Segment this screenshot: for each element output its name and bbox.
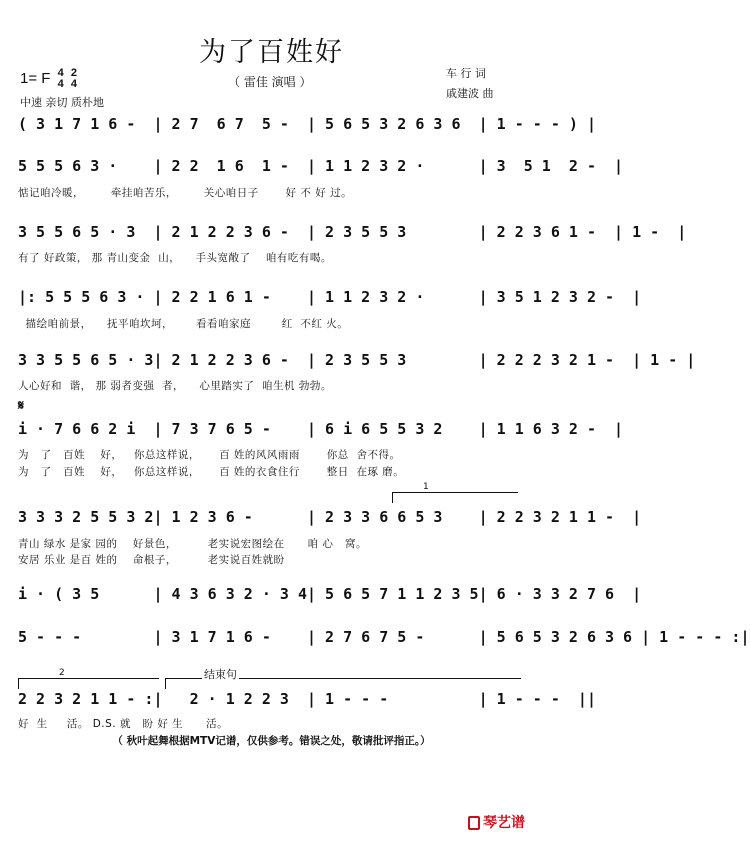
- logo-icon: [468, 816, 480, 830]
- volta-2-number: 2: [59, 668, 65, 678]
- song-title: 为了百姓好: [199, 37, 344, 68]
- key-and-time-signature: [20, 68, 77, 90]
- notation-row: 5 - - - | 3 1 7 1 6 - | 2 7 6 7 5 - | 5 6 5 3 2 6 3 6 | 1 - - - :|: [18, 628, 750, 646]
- ending-bracket: [165, 668, 521, 689]
- volta-2-bracket: [18, 668, 159, 689]
- ending-label: 结束句: [204, 668, 237, 681]
- lyricist-credit: 车 行 词: [446, 67, 486, 80]
- key-signature: 1= F: [20, 69, 51, 87]
- notation-row: 2 2 3 2 1 1 - :| 2 · 1 2 2 3 | 1 - - - | 1 - - - ||: [18, 690, 596, 708]
- lyric-line: 好 生 活。 D.S. 就 盼 好 生 活。: [18, 718, 229, 730]
- notation-row: 3 3 5 5 6 5 · 3| 2 1 2 2 3 6 - | 2 3 5 5 3 | 2 2 2 3 2 1 - | 1 - |: [18, 351, 696, 369]
- lyric-line: 人心好和 谐， 那 弱者变强 者， 心里踏实了 咱生机 勃勃。: [18, 380, 332, 392]
- tempo-marking: 中速 亲切 质朴地: [20, 96, 104, 109]
- composer-credit: 戚建波 曲: [446, 87, 494, 100]
- notation-row: i · 7 6 6 2 i | 7 3 7 6 5 - | 6 i 6 5 5 3 2 | 1 1 6 3 2 - |: [18, 420, 624, 438]
- lyric-line: 有了 好政策， 那 青山变金 山， 手头宽敞了 咱有吃有喝。: [18, 252, 332, 264]
- lyric-line: 青山 绿水 是家 园的 好景色， 老实说宏图绘在 咱 心 窝。: [18, 538, 367, 550]
- lyric-line: 为 了 百姓 好， 你总这样说， 百 姓的衣食住行 整日 在琢 磨。: [18, 466, 405, 478]
- notation-row: 5 5 5 6 3 · | 2 2 1 6 1 - | 1 1 2 3 2 · | 3 5 1 2 - |: [18, 157, 624, 175]
- volta-1-bracket: [392, 482, 518, 503]
- time-signature-b: 2 4: [70, 67, 78, 90]
- lyric-line: 描绘咱前景， 抚平咱坎坷， 看看咱家庭 红 不红 火。: [18, 318, 349, 330]
- notation-row: 3 5 5 6 5 · 3 | 2 1 2 2 3 6 - | 2 3 5 5 3 | 2 2 3 6 1 - | 1 - |: [18, 223, 687, 241]
- site-logo: 琴艺谱: [468, 812, 525, 832]
- lyric-line: 安居 乐业 是百 姓的 命根子， 老实说百姓就盼: [18, 554, 285, 566]
- notation-row: |: 5 5 5 6 3 · | 2 2 1 6 1 - | 1 1 2 3 2 · | 3 5 1 2 3 2 - |: [18, 288, 642, 306]
- credits: [446, 64, 494, 104]
- volta-1-number: 1: [423, 482, 429, 492]
- lyric-line: 惦记咱冷暖， 牵挂咱苦乐， 关心咱日子 好 不 好 过。: [18, 187, 353, 199]
- segno-sign: 𝄋: [18, 398, 25, 414]
- footer-note: （ 秋叶起舞根据MTV记谱，仅供参考。错误之处，敬请批评指正。）: [112, 735, 431, 747]
- singer-credit: （ 雷佳 演唱 ）: [228, 75, 312, 89]
- notation-row: i · ( 3 5 | 4 3 6 3 2 · 3 4| 5 6 5 7 1 1 2 3 5| 6 · 3 3 2 7 6 |: [18, 585, 642, 603]
- lyric-line: 为 了 百姓 好， 你总这样说， 百 姓的风风雨雨 你总 舍不得。: [18, 449, 401, 461]
- time-signature-a: 4 4: [57, 67, 64, 90]
- notation-row: ( 3 1 7 1 6 - | 2 7 6 7 5 - | 5 6 5 3 2 6 3 6 | 1 - - - ) |: [18, 115, 596, 133]
- notation-row: 3 3 3 2 5 5 3 2| 1 2 3 6 - | 2 3 3 6 6 5 3 | 2 2 3 2 1 1 - |: [18, 508, 642, 526]
